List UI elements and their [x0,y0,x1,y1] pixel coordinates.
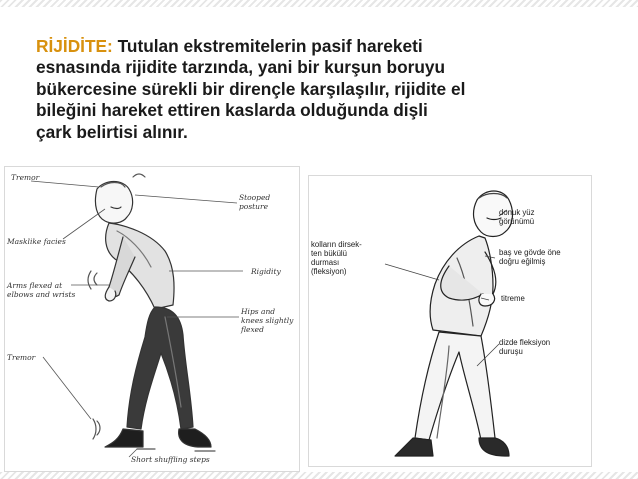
label-masklike-facies: Masklike facies [7,237,66,246]
label-rigidity: Rigidity [251,267,281,276]
label-tremor-bottom: Tremor [7,353,36,362]
label-kollar-line3: durması [311,258,340,267]
parkinson-figure-turkish [308,175,592,467]
label-kollar-line2: ten bükülü [311,249,347,258]
label-short-shuffling-steps: Short shuffling steps [131,455,210,464]
label-bas-line2: doğru eğilmiş [499,257,546,266]
top-border-pattern [0,0,638,7]
label-arms-line1: Arms flexed at [7,281,63,290]
parkinson-figure-english [4,166,300,472]
bottom-border-pattern [0,472,638,479]
bent-man-illustration [309,176,591,466]
label-stooped-line1: Stooped [239,193,271,202]
label-titreme: titreme [501,294,525,303]
text-line-5: çark belirtisi alınır. [36,121,188,142]
label-dizde-line2: duruşu [499,347,523,356]
label-bas-line1: baş ve gövde öne [499,248,561,257]
label-donuk-line1: donuk yüz [499,208,535,217]
label-kollar-line1: kolların dirsek- [311,240,362,249]
text-line-1: Tutulan ekstremitelerin pasif hareketi [112,36,423,56]
label-kollar-line4: (fleksiyon) [311,267,347,276]
keyword-rijidite: RİJİDİTE: [36,36,113,56]
text-line-3: bükercesine sürekli bir dirençle karşılaşılır, rijidite el [36,78,466,99]
label-arms-line2: elbows and wrists [7,290,76,299]
text-line-2: esnasında rijidite tarzında, yani bir kurşun boruyu [36,57,446,78]
label-donuk-line2: görünümü [499,217,535,226]
text-line-4: bileğini hareket ettiren kaslarda olduğunda dişli [36,100,428,121]
label-hips-line1: Hips and [241,307,276,316]
label-tremor-top: Tremor [11,173,40,182]
label-hips-line3: flexed [241,325,264,334]
slide-body-text [36,36,616,143]
label-hips-line2: knees slightly [241,316,294,325]
label-stooped-line2: posture [239,202,269,211]
label-dizde-line1: dizde fleksiyon [499,338,551,347]
